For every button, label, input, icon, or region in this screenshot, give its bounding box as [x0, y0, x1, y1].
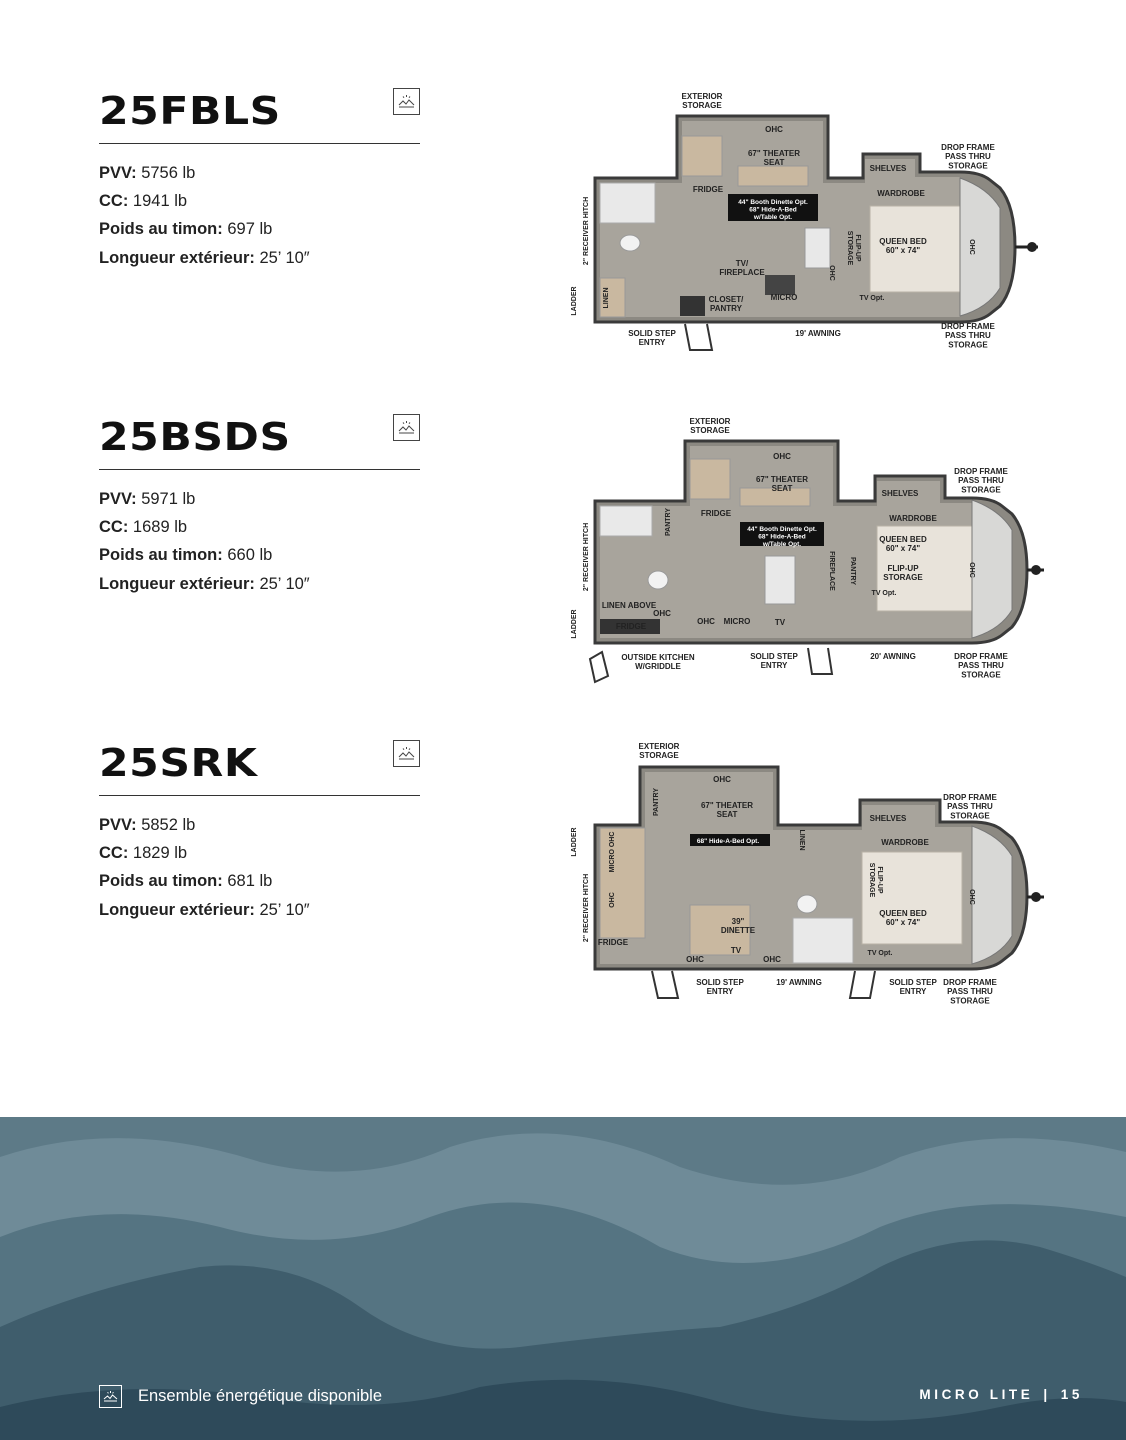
- floorplan-25bsds: [560, 414, 1050, 686]
- label-wardrobe: WARDROBE: [881, 838, 929, 847]
- label-ohc-mid: OHC: [828, 265, 835, 281]
- label-fridge: FRIDGE: [700, 509, 732, 518]
- spec-list: [99, 159, 420, 272]
- label-exterior-storage: EXTERIOR STORAGE: [681, 92, 723, 111]
- footer-brand: [919, 1387, 1083, 1402]
- label-theater: 67" THEATER SEAT: [700, 801, 754, 820]
- label-ohc: OHC: [765, 125, 783, 134]
- label-awning: 19' AWNING: [795, 329, 841, 338]
- label-awning: 19' AWNING: [776, 978, 822, 987]
- spec-ccc: CC: 1689 lb: [99, 518, 188, 537]
- label-outside-kitchen: OUTSIDE KITCHEN W/GRIDDLE: [621, 653, 695, 672]
- footer-energy-note: [99, 1385, 382, 1408]
- label-fireplace: FIREPLACE: [828, 551, 835, 591]
- label-tv-fireplace: TV/ FIREPLACE: [719, 259, 765, 278]
- label-fridge-2: FRIDGE: [615, 622, 647, 631]
- label-linen-above: LINEN ABOVE: [601, 601, 657, 610]
- label-ohc-bottom-2: OHC: [763, 955, 781, 964]
- label-drop-frame-bottom: DROP FRAME PASS THRU STORAGE: [941, 322, 995, 350]
- label-ohc-left: OHC: [609, 892, 616, 908]
- label-tv: TV: [774, 618, 786, 627]
- floorplan-drawing: [560, 740, 1050, 1010]
- spec-length: Longueur extérieur: 25’ 10″: [99, 900, 310, 919]
- label-drop-frame-top: DROP FRAME PASS THRU STORAGE: [941, 143, 995, 171]
- label-dinette: 39" DINETTE: [720, 917, 756, 936]
- label-hitch: 2" RECEIVER HITCH: [583, 522, 590, 592]
- spec-list: [99, 485, 420, 598]
- label-dinette: 44" Booth Dinette Opt. 68" Hide-A-Bed w/Table Opt.: [738, 199, 808, 221]
- energy-package-icon: [393, 740, 420, 767]
- label-ladder: LADDER: [571, 286, 578, 316]
- label-pantry-2: PANTRY: [849, 557, 856, 585]
- label-ohc-low: OHC: [697, 617, 715, 626]
- model-title: 25FBLS: [99, 89, 281, 133]
- floorplan-drawing: [560, 88, 1050, 353]
- label-flip-up: FLIP-UPSTORAGE: [846, 230, 861, 266]
- label-ohc-bath: OHC: [653, 609, 671, 618]
- spec-ccc: CC: 1829 lb: [99, 844, 188, 863]
- label-hitch: 2" RECEIVER HITCH: [583, 873, 590, 943]
- page-number: 15: [1060, 1387, 1083, 1402]
- spec-gvwr: PVV: 5852 lb: [99, 816, 196, 834]
- title-divider: [99, 143, 420, 144]
- label-closet: CLOSET/ PANTRY: [708, 295, 744, 314]
- floorplan-drawing: [560, 414, 1050, 686]
- label-ohc-front: OHC: [968, 889, 975, 905]
- label-linen: LINEN: [603, 287, 610, 309]
- model-25srk: [99, 741, 420, 924]
- label-theater: 67" THEATER SEAT: [755, 475, 809, 494]
- label-ohc-bottom-1: OHC: [686, 955, 704, 964]
- label-micro-ohc: MICRO OHC: [609, 831, 616, 873]
- label-tv-opt: TV Opt.: [859, 295, 885, 302]
- label-ohc-front: OHC: [968, 239, 975, 255]
- label-fridge: FRIDGE: [597, 938, 629, 947]
- spec-length: Longueur extérieur: 25’ 10″: [99, 574, 310, 593]
- label-micro: MICRO: [770, 293, 798, 302]
- title-divider: [99, 795, 420, 796]
- model-25bsds: [99, 415, 420, 598]
- label-ladder: LADDER: [571, 827, 578, 857]
- label-hide-a-bed: 68" Hide-A-Bed Opt.: [696, 838, 760, 845]
- spec-hitch-weight: Poids au timon: 660 lb: [99, 546, 273, 565]
- label-tv: TV: [730, 946, 742, 955]
- floorplan-25srk: [560, 740, 1050, 1010]
- label-entry: SOLID STEP ENTRY: [750, 652, 798, 671]
- label-exterior-storage: EXTERIOR STORAGE: [638, 742, 680, 761]
- label-fridge: FRIDGE: [692, 185, 724, 194]
- label-linen: LINEN: [798, 829, 805, 851]
- brand-separator: |: [1043, 1387, 1051, 1402]
- label-exterior-storage: EXTERIOR STORAGE: [689, 417, 731, 436]
- title-divider: [99, 469, 420, 470]
- label-drop-frame-bottom: DROP FRAME PASS THRU STORAGE: [954, 652, 1008, 680]
- energy-package-icon: [393, 88, 420, 115]
- label-flip-up: FLIP-UP STORAGE: [883, 564, 923, 583]
- spec-ccc: CC: 1941 lb: [99, 192, 188, 211]
- spec-length: Longueur extérieur: 25’ 10″: [99, 248, 310, 267]
- label-ohc-front: OHC: [968, 562, 975, 578]
- label-ohc: OHC: [773, 452, 791, 461]
- label-queen-bed: QUEEN BED 60" x 74": [879, 909, 927, 928]
- label-shelves: SHELVES: [869, 164, 907, 173]
- label-entry-1: SOLID STEP ENTRY: [696, 978, 744, 997]
- spec-hitch-weight: Poids au timon: 697 lb: [99, 220, 273, 239]
- label-theater: 67" THEATER SEAT: [747, 149, 801, 168]
- label-awning: 20' AWNING: [870, 652, 916, 661]
- spec-list: [99, 811, 420, 924]
- label-tv-opt: TV Opt.: [871, 590, 897, 597]
- label-wardrobe: WARDROBE: [877, 189, 925, 198]
- label-queen-bed: QUEEN BED 60" x 74": [879, 535, 927, 554]
- floorplan-25fbls: [560, 88, 1050, 353]
- label-entry-2: SOLID STEP ENTRY: [889, 978, 937, 997]
- model-title: 25SRK: [99, 741, 258, 785]
- label-drop-frame-top: DROP FRAME PASS THRU STORAGE: [943, 793, 997, 821]
- label-pantry: PANTRY: [653, 788, 660, 816]
- brand-name: MICRO LITE: [919, 1387, 1034, 1402]
- model-title: 25BSDS: [99, 415, 291, 459]
- label-drop-frame-top: DROP FRAME PASS THRU STORAGE: [954, 467, 1008, 495]
- energy-package-icon: [393, 414, 420, 441]
- model-25fbls: [99, 89, 420, 272]
- label-hitch: 2" RECEIVER HITCH: [583, 196, 590, 266]
- spec-gvwr: PVV: 5971 lb: [99, 490, 196, 508]
- label-wardrobe: WARDROBE: [889, 514, 937, 523]
- label-shelves: SHELVES: [869, 814, 907, 823]
- energy-package-icon: [99, 1385, 122, 1408]
- label-ladder: LADDER: [571, 609, 578, 639]
- label-flip-up: FLIP-UPSTORAGE: [868, 862, 883, 898]
- spec-gvwr: PVV: 5756 lb: [99, 164, 196, 182]
- label-tv-opt: TV Opt.: [867, 950, 893, 957]
- label-ohc: OHC: [713, 775, 731, 784]
- label-queen-bed: QUEEN BED 60" x 74": [879, 237, 927, 256]
- label-dinette: 44" Booth Dinette Opt. 68" Hide-A-Bed w/Table Opt.: [747, 526, 817, 548]
- footer-note-text: Ensemble énergétique disponible: [138, 1387, 383, 1405]
- label-entry: SOLID STEP ENTRY: [628, 329, 676, 348]
- label-pantry: PANTRY: [665, 508, 672, 536]
- spec-hitch-weight: Poids au timon: 681 lb: [99, 872, 273, 891]
- label-drop-frame-bottom: DROP FRAME PASS THRU STORAGE: [943, 978, 997, 1006]
- label-micro: MICRO: [723, 617, 751, 626]
- label-shelves: SHELVES: [881, 489, 919, 498]
